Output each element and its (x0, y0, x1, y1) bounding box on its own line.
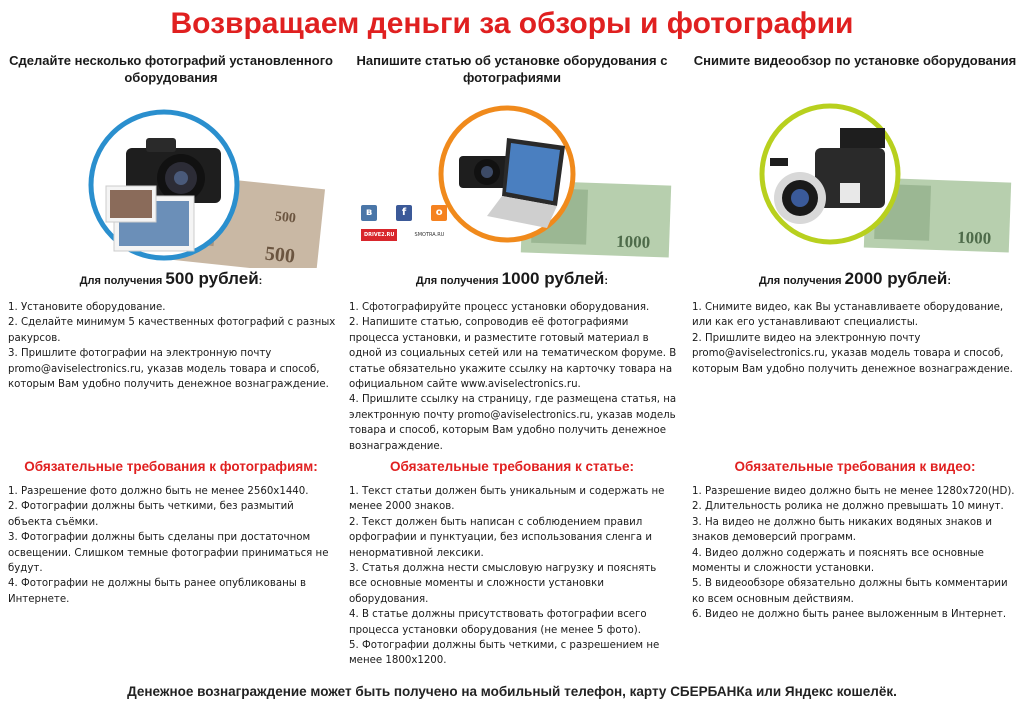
drive2-logo: DRIVE2.RU (361, 229, 397, 241)
list-item: 2. Текст должен быть написан с соблюдением правил орфографии и пунктуации, без использования сленга и ненормативной лексики. (349, 516, 652, 559)
column-article (347, 48, 677, 669)
requirements-title: Обязательные требования к фотографиям: (24, 459, 318, 474)
steps-list (6, 300, 336, 458)
list-item: 2. Напишите статью, сопроводив её фотографиями процесса установки, и разместите готовый материал в одной из социальных сетей или на тематическом форуме. В статье обязательно укажите ссылку на карточку товара на официальном сайте www.aviselectronics.ru. (349, 317, 677, 391)
list-item: 3. Пришлите фотографии на электронную почту promo@aviselectronics.ru, указав модель товара и способ, которым Вам удобно получить денежное вознаграждение. (8, 348, 329, 391)
list-item: 2. Длительность ролика не должно превышать 10 минут. (692, 501, 1004, 513)
video-camera-illustration (690, 88, 1020, 268)
list-item: 3. Статья должна нести смысловую нагрузку и пояснять все основные моменты и сложности установки оборудования. (349, 563, 657, 605)
requirements-list (6, 484, 336, 607)
svg-text:1000: 1000 (956, 227, 992, 248)
list-item: 1. Разрешение фото должно быть не менее 2560х1440. (8, 486, 309, 497)
column-heading: Сделайте несколько фотографий установленного оборудования (9, 53, 333, 85)
social-logos (361, 200, 461, 241)
laptop-illustration (347, 88, 677, 268)
list-item: 1. Снимите видео, как Вы устанавливаете оборудование, или как его устанавливают специалисты. (692, 302, 1004, 329)
list-item: 1. Разрешение видео должно быть не менее 1280х720(HD). (692, 486, 1015, 497)
svg-text:500: 500 (274, 209, 297, 227)
requirements-title: Обязательные требования к видео: (734, 459, 976, 474)
reward-amount: 1000 рублей (501, 269, 605, 288)
list-item: 1. Установите оборудование. (8, 302, 166, 313)
reward-amount: 2000 рублей (844, 269, 948, 288)
list-item: 1. Сфотографируйте процесс установки оборудования. (349, 302, 650, 313)
requirements-list (690, 484, 1020, 623)
list-item: 4. Фотографии не должны быть ранее опубликованы в Интернете. (8, 578, 307, 605)
list-item: 4. Видео должно содержать и пояснять все основные моменты и сложности установки. (692, 547, 984, 575)
vk-icon: в (361, 205, 377, 221)
smotra-logo: SMOTRA.RU (414, 232, 445, 238)
svg-text:1000: 1000 (615, 231, 651, 252)
list-item: 4. Пришлите ссылку на страницу, где размещена статья, на электронную почту promo@aviselectronics.ru, указав модель товара и способ, которым Вам удобно получить денежное вознаграждение. (349, 394, 677, 452)
svg-text:500: 500 (263, 242, 296, 268)
list-item: 6. Видео не должно быть ранее выложенным в Интернет. (692, 609, 1007, 621)
column-video (690, 48, 1020, 623)
list-item: 5. В видеообзоре обязательно должны быть комментарии ко всем основным действиям. (692, 578, 1008, 605)
column-photos (6, 48, 336, 607)
list-item: 3. На видео не должно быть никаких водяных знаков и знаков демоверсий программ. (692, 516, 992, 544)
odnoklassniki-icon: о (431, 205, 447, 221)
facebook-icon: f (396, 205, 412, 221)
requirements-list (347, 484, 677, 669)
steps-list (690, 300, 1020, 458)
page-title: Возвращаем деньги за обзоры и фотографии (170, 7, 854, 40)
reward-line: Для получения 500 рублей: (79, 269, 263, 288)
column-heading: Снимите видеообзор по установке оборудования (693, 53, 1017, 68)
photo-camera-illustration (6, 88, 336, 268)
requirements-title: Обязательные требования к статье: (389, 459, 635, 474)
footer-note: Денежное вознаграждение может быть получено на мобильный телефон, карту СБЕРБАНКа или Яндекс кошелёк. (127, 684, 897, 699)
reward-amount: 500 рублей (165, 269, 259, 288)
list-item: 5. Фотографии должны быть четкими, с разрешением не менее 1800х1200. (349, 640, 660, 667)
list-item: 2. Фотографии должны быть четкими, без размытий объекта съёмки. (8, 501, 294, 528)
column-heading: Напишите статью об установке оборудования с фотографиями (356, 53, 668, 85)
photo-prints-icon (106, 186, 194, 251)
steps-list (347, 300, 677, 458)
list-item: 1. Текст статьи должен быть уникальным и содержать не менее 2000 знаков. (349, 486, 665, 513)
list-item: 2. Сделайте минимум 5 качественных фотографий с разных ракурсов. (8, 317, 336, 344)
reward-line: Для получения 2000 рублей: (758, 269, 952, 288)
list-item: 3. Фотографии должны быть сделаны при достаточном освещении. Слишком темные фотографии приниматься не будут. (8, 532, 329, 575)
list-item: 4. В статье должны присутствовать фотографии всего процесса установки оборудования (не менее 5 фото). (349, 609, 647, 636)
list-item: 2. Пришлите видео на электронную почту promo@aviselectronics.ru, указав модель товара и способ, которым Вам удобно получить денежное вознаграждение. (692, 332, 1013, 375)
reward-line: Для получения 1000 рублей: (415, 269, 609, 288)
